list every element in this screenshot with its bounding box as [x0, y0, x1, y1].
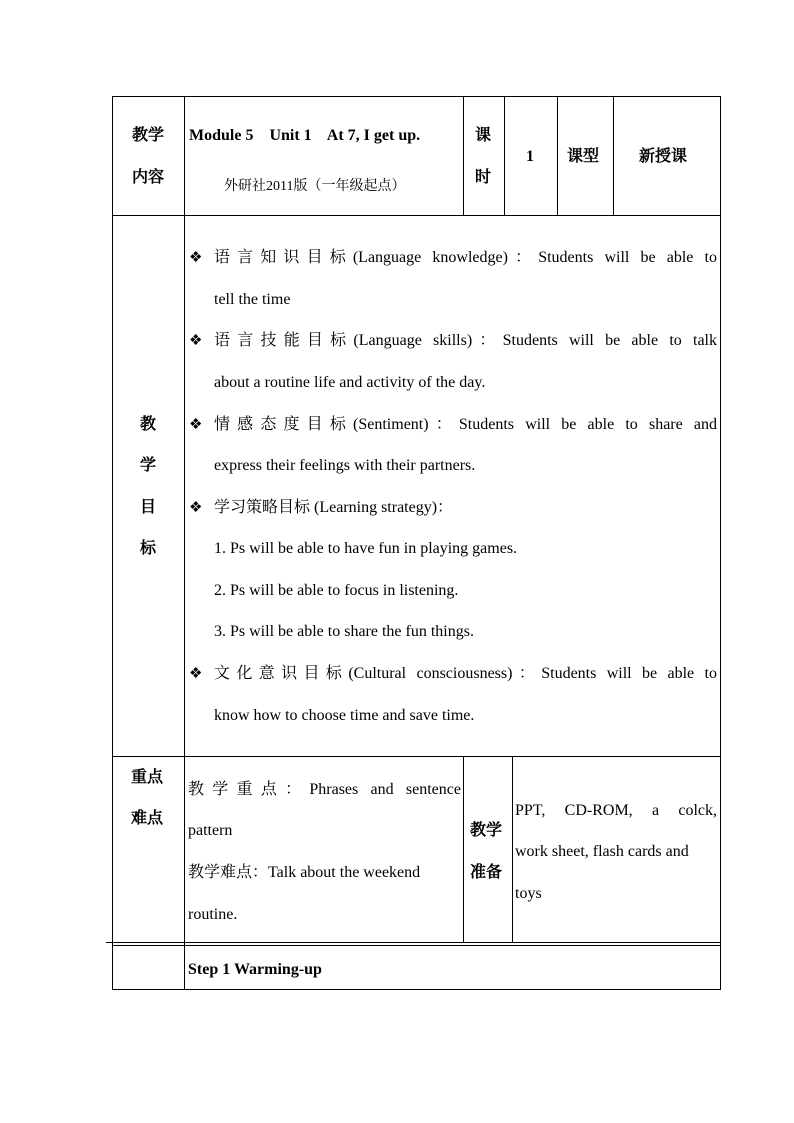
- diamond-bullet-icon: ❖: [189, 417, 203, 433]
- objective-cultural-line2: know how to choose time and save time.: [214, 707, 475, 724]
- diamond-bullet-icon: ❖: [189, 500, 203, 516]
- prep-label-2: 准备: [470, 864, 503, 881]
- objective-knowledge-line2: tell the time: [214, 291, 291, 308]
- objective-cultural-line1: 文化意识目标(Cultural consciousness)：Students will be able to: [214, 665, 717, 682]
- label-period-1: 课: [475, 127, 492, 144]
- difficulty-line1: 教学难点：Talk about the weekend: [188, 864, 421, 881]
- label-period-2: 时: [475, 169, 492, 186]
- publisher: 外研社2011版（一年级起点）: [224, 179, 406, 194]
- objective-strategy-sub3: 3. Ps will be able to share the fun things.: [214, 623, 474, 640]
- prep-label-1: 教学: [470, 822, 503, 839]
- objective-sentiment-line1: 情感态度目标(Sentiment)：Students will be able to share and: [214, 416, 717, 433]
- module-title: Module 5 Unit 1 At 7, I get up.: [189, 127, 421, 144]
- objective-strategy-sub2: 2. Ps will be able to focus in listening.: [214, 582, 459, 599]
- diamond-bullet-icon: ❖: [189, 666, 203, 682]
- objective-skills-line2: about a routine life and activity of the day.: [214, 374, 486, 391]
- objective-strategy-sub1: 1. Ps will be able to have fun in playing games.: [214, 540, 518, 557]
- prep-line2: work sheet, flash cards and: [515, 843, 689, 860]
- period-value: 1: [526, 148, 534, 165]
- focus-line1: 教学重点：Phrases and sentence: [188, 781, 461, 798]
- objective-knowledge-line1: 语言知识目标(Language knowledge)：Students will be able to: [214, 249, 717, 266]
- step-title: Step 1 Warming-up: [188, 961, 322, 978]
- objective-skills-line1: 语言技能目标(Language skills)：Students will be able to talk: [214, 332, 717, 349]
- diamond-bullet-icon: ❖: [189, 333, 203, 349]
- prep-line1: PPT, CD-ROM, a colck,: [515, 802, 717, 819]
- diamond-bullet-icon: ❖: [189, 250, 203, 266]
- objectives-label-1: 教: [140, 416, 157, 433]
- label-content-1: 教学: [132, 127, 165, 144]
- keypoints-label-1: 重点: [131, 769, 164, 786]
- objective-strategy-line1: 学习策略目标 (Learning strategy)：: [214, 499, 454, 516]
- prep-line3: toys: [515, 885, 542, 902]
- objectives-label-2: 学: [140, 457, 157, 474]
- objectives-label-3: 目: [140, 499, 157, 516]
- objective-sentiment-line2: express their feelings with their partners.: [214, 457, 476, 474]
- difficulty-line2: routine.: [188, 906, 238, 923]
- label-type: 课型: [567, 148, 600, 165]
- focus-line2: pattern: [188, 822, 233, 839]
- keypoints-label-2: 难点: [131, 810, 164, 827]
- objectives-label-4: 标: [140, 540, 157, 557]
- label-content-2: 内容: [132, 169, 165, 186]
- type-value: 新授课: [639, 148, 688, 165]
